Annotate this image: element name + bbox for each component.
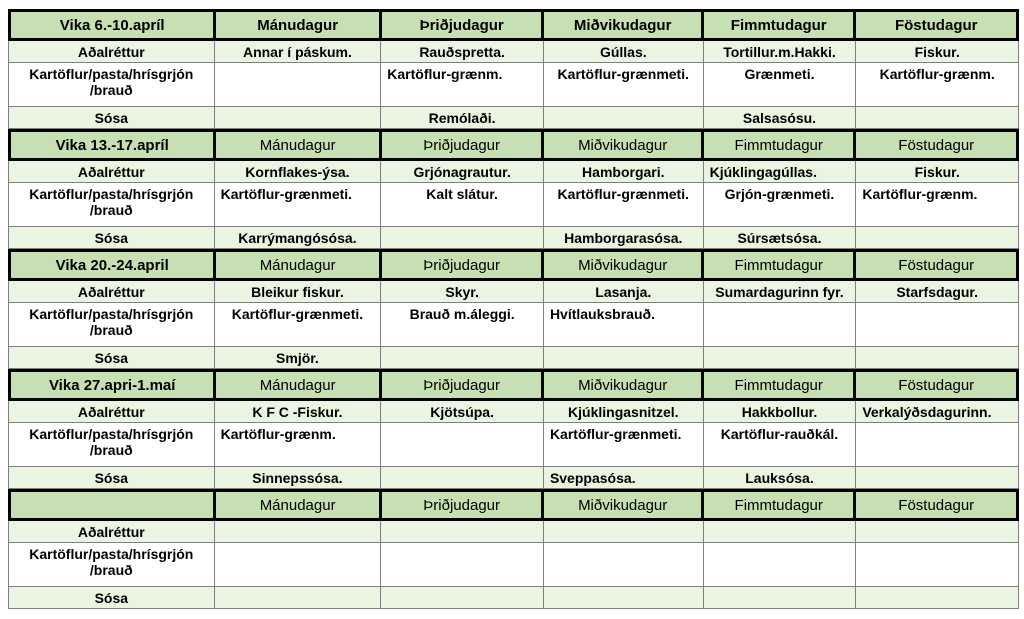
sauce-monday: [215, 587, 382, 609]
sauce-friday: [856, 227, 1018, 249]
day-header-monday: Mánudagur: [216, 12, 379, 38]
sauce-tuesday: [381, 467, 544, 489]
side-dish-friday: Kartöflur-grænm.: [856, 63, 1018, 107]
main-course-label: Aðalréttur: [9, 401, 215, 423]
sauce-tuesday: [381, 587, 544, 609]
sauce-label: Sósa: [9, 107, 215, 129]
sauce-wednesday: [544, 587, 704, 609]
day-header-thursday: Fimmtudagur: [704, 132, 854, 158]
side-dish-row: [8, 183, 1019, 227]
sauce-row: [8, 587, 1019, 609]
week-header-row: [8, 249, 1019, 281]
side-dish-label: Kartöflur/pasta/hrísgrjón /brauð: [9, 183, 215, 227]
sauce-wednesday: [544, 347, 704, 369]
sauce-monday: Karrýmangósósa.: [215, 227, 382, 249]
main-course-tuesday: Grjónagrautur.: [381, 161, 544, 183]
side-dish-label: Kartöflur/pasta/hrísgrjón /brauð: [9, 63, 215, 107]
week-block: [8, 129, 1019, 249]
sauce-tuesday: [381, 227, 544, 249]
sauce-thursday: Salsasósu.: [704, 107, 857, 129]
main-course-friday: Verkalýðsdagurinn.: [856, 401, 1018, 423]
side-dish-label: Kartöflur/pasta/hrísgrjón /brauð: [9, 303, 215, 347]
sauce-friday: [856, 347, 1018, 369]
main-course-monday: Annar í páskum.: [215, 41, 382, 63]
side-dish-monday: [215, 63, 382, 107]
day-header-tuesday: Þriðjudagur: [382, 492, 542, 518]
sauce-thursday: [704, 347, 857, 369]
side-dish-row: [8, 303, 1019, 347]
day-header-monday: Mánudagur: [216, 372, 379, 398]
day-header-wednesday: Miðvikudagur: [544, 252, 701, 278]
main-course-row: [8, 161, 1019, 183]
main-course-row: [8, 281, 1019, 303]
sauce-label: Sósa: [9, 347, 215, 369]
sauce-thursday: Lauksósa.: [704, 467, 857, 489]
day-header-tuesday: Þriðjudagur: [382, 132, 542, 158]
week-block: [8, 369, 1019, 489]
side-dish-wednesday: Hvítlauksbrauð.: [544, 303, 704, 347]
day-header-monday: Mánudagur: [216, 252, 379, 278]
sauce-monday: Smjör.: [215, 347, 382, 369]
week-title: Vika 20.-24.april: [11, 252, 213, 278]
main-course-wednesday: Gúllas.: [544, 41, 704, 63]
week-title: Vika 6.-10.apríl: [11, 12, 213, 38]
main-course-monday: Bleikur fiskur.: [215, 281, 382, 303]
day-header-friday: Föstudagur: [856, 492, 1016, 518]
sauce-thursday: Súrsætsósa.: [704, 227, 857, 249]
week-block: [8, 489, 1019, 609]
main-course-friday: Fiskur.: [856, 41, 1018, 63]
day-header-monday: Mánudagur: [216, 492, 379, 518]
side-dish-thursday: Grænmeti.: [704, 63, 857, 107]
main-course-wednesday: [544, 521, 704, 543]
side-dish-row: [8, 63, 1019, 107]
side-dish-friday: [856, 303, 1018, 347]
day-header-tuesday: Þriðjudagur: [382, 372, 542, 398]
side-dish-tuesday: [381, 423, 544, 467]
side-dish-tuesday: Kartöflur-grænm.: [381, 63, 544, 107]
sauce-wednesday: [544, 107, 704, 129]
side-dish-monday: Kartöflur-grænm.: [215, 423, 382, 467]
main-course-tuesday: [381, 521, 544, 543]
day-header-monday: Mánudagur: [216, 132, 379, 158]
sauce-tuesday: [381, 347, 544, 369]
day-header-wednesday: Miðvikudagur: [544, 132, 701, 158]
main-course-friday: [856, 521, 1018, 543]
lunch-menu-table: [8, 9, 1019, 609]
main-course-label: Aðalréttur: [9, 281, 215, 303]
main-course-label: Aðalréttur: [9, 161, 215, 183]
week-title: Vika 13.-17.apríl: [11, 132, 213, 158]
sauce-thursday: [704, 587, 857, 609]
day-header-friday: Föstudagur: [856, 372, 1016, 398]
main-course-tuesday: Kjötsúpa.: [381, 401, 544, 423]
week-header-row: [8, 9, 1019, 41]
sauce-friday: [856, 107, 1018, 129]
side-dish-wednesday: Kartöflur-grænmeti.: [544, 63, 704, 107]
sauce-label: Sósa: [9, 227, 215, 249]
side-dish-monday: Kartöflur-grænmeti.: [215, 303, 382, 347]
day-header-tuesday: Þriðjudagur: [382, 252, 542, 278]
main-course-wednesday: Kjúklingasnitzel.: [544, 401, 704, 423]
sauce-tuesday: Remólaði.: [381, 107, 544, 129]
main-course-row: [8, 41, 1019, 63]
day-header-tuesday: Þriðjudagur: [382, 12, 542, 38]
week-title: Vika 27.apri-1.maí: [11, 372, 213, 398]
day-header-thursday: Fimmtudagur: [704, 12, 854, 38]
sauce-wednesday: Sveppasósa.: [544, 467, 704, 489]
main-course-monday: Kornflakes-ýsa.: [215, 161, 382, 183]
sauce-friday: [856, 467, 1018, 489]
day-header-friday: Föstudagur: [856, 12, 1016, 38]
side-dish-friday: [856, 423, 1018, 467]
main-course-row: [8, 401, 1019, 423]
main-course-monday: [215, 521, 382, 543]
side-dish-monday: Kartöflur-grænmeti.: [215, 183, 382, 227]
day-header-thursday: Fimmtudagur: [704, 372, 854, 398]
sauce-row: [8, 227, 1019, 249]
sauce-monday: [215, 107, 382, 129]
week-block: [8, 249, 1019, 369]
side-dish-thursday: [704, 543, 857, 587]
day-header-wednesday: Miðvikudagur: [544, 12, 701, 38]
side-dish-wednesday: [544, 543, 704, 587]
main-course-thursday: [704, 521, 857, 543]
side-dish-thursday: Kartöflur-rauðkál.: [704, 423, 857, 467]
day-header-friday: Föstudagur: [856, 132, 1016, 158]
main-course-thursday: Sumardagurinn fyr.: [704, 281, 857, 303]
main-course-wednesday: Lasanja.: [544, 281, 704, 303]
side-dish-monday: [215, 543, 382, 587]
day-header-friday: Föstudagur: [856, 252, 1016, 278]
sauce-wednesday: Hamborgarasósa.: [544, 227, 704, 249]
side-dish-tuesday: Brauð m.áleggi.: [381, 303, 544, 347]
main-course-friday: Fiskur.: [856, 161, 1018, 183]
side-dish-thursday: [704, 303, 857, 347]
sauce-friday: [856, 587, 1018, 609]
side-dish-wednesday: Kartöflur-grænmeti.: [544, 183, 704, 227]
sauce-label: Sósa: [9, 587, 215, 609]
main-course-thursday: Kjúklingagúllas.: [704, 161, 857, 183]
main-course-tuesday: Rauðspretta.: [381, 41, 544, 63]
day-header-thursday: Fimmtudagur: [704, 252, 854, 278]
side-dish-label: Kartöflur/pasta/hrísgrjón /brauð: [9, 543, 215, 587]
main-course-wednesday: Hamborgari.: [544, 161, 704, 183]
main-course-monday: K F C -Fiskur.: [215, 401, 382, 423]
main-course-thursday: Tortillur.m.Hakki.: [704, 41, 857, 63]
day-header-wednesday: Miðvikudagur: [544, 372, 701, 398]
side-dish-friday: [856, 543, 1018, 587]
sauce-row: [8, 467, 1019, 489]
side-dish-row: [8, 423, 1019, 467]
day-header-thursday: Fimmtudagur: [704, 492, 854, 518]
day-header-wednesday: Miðvikudagur: [544, 492, 701, 518]
main-course-thursday: Hakkbollur.: [704, 401, 857, 423]
sauce-label: Sósa: [9, 467, 215, 489]
side-dish-label: Kartöflur/pasta/hrísgrjón /brauð: [9, 423, 215, 467]
week-title: [11, 492, 213, 518]
main-course-friday: Starfsdagur.: [856, 281, 1018, 303]
side-dish-friday: Kartöflur-grænm.: [856, 183, 1018, 227]
side-dish-row: [8, 543, 1019, 587]
main-course-label: Aðalréttur: [9, 41, 215, 63]
week-block: [8, 9, 1019, 129]
side-dish-tuesday: [381, 543, 544, 587]
week-header-row: [8, 489, 1019, 521]
week-header-row: [8, 129, 1019, 161]
week-header-row: [8, 369, 1019, 401]
sauce-monday: Sinnepssósa.: [215, 467, 382, 489]
side-dish-tuesday: Kalt slátur.: [381, 183, 544, 227]
side-dish-wednesday: Kartöflur-grænmeti.: [544, 423, 704, 467]
side-dish-thursday: Grjón-grænmeti.: [704, 183, 857, 227]
main-course-tuesday: Skyr.: [381, 281, 544, 303]
sauce-row: [8, 347, 1019, 369]
sauce-row: [8, 107, 1019, 129]
main-course-label: Aðalréttur: [9, 521, 215, 543]
main-course-row: [8, 521, 1019, 543]
